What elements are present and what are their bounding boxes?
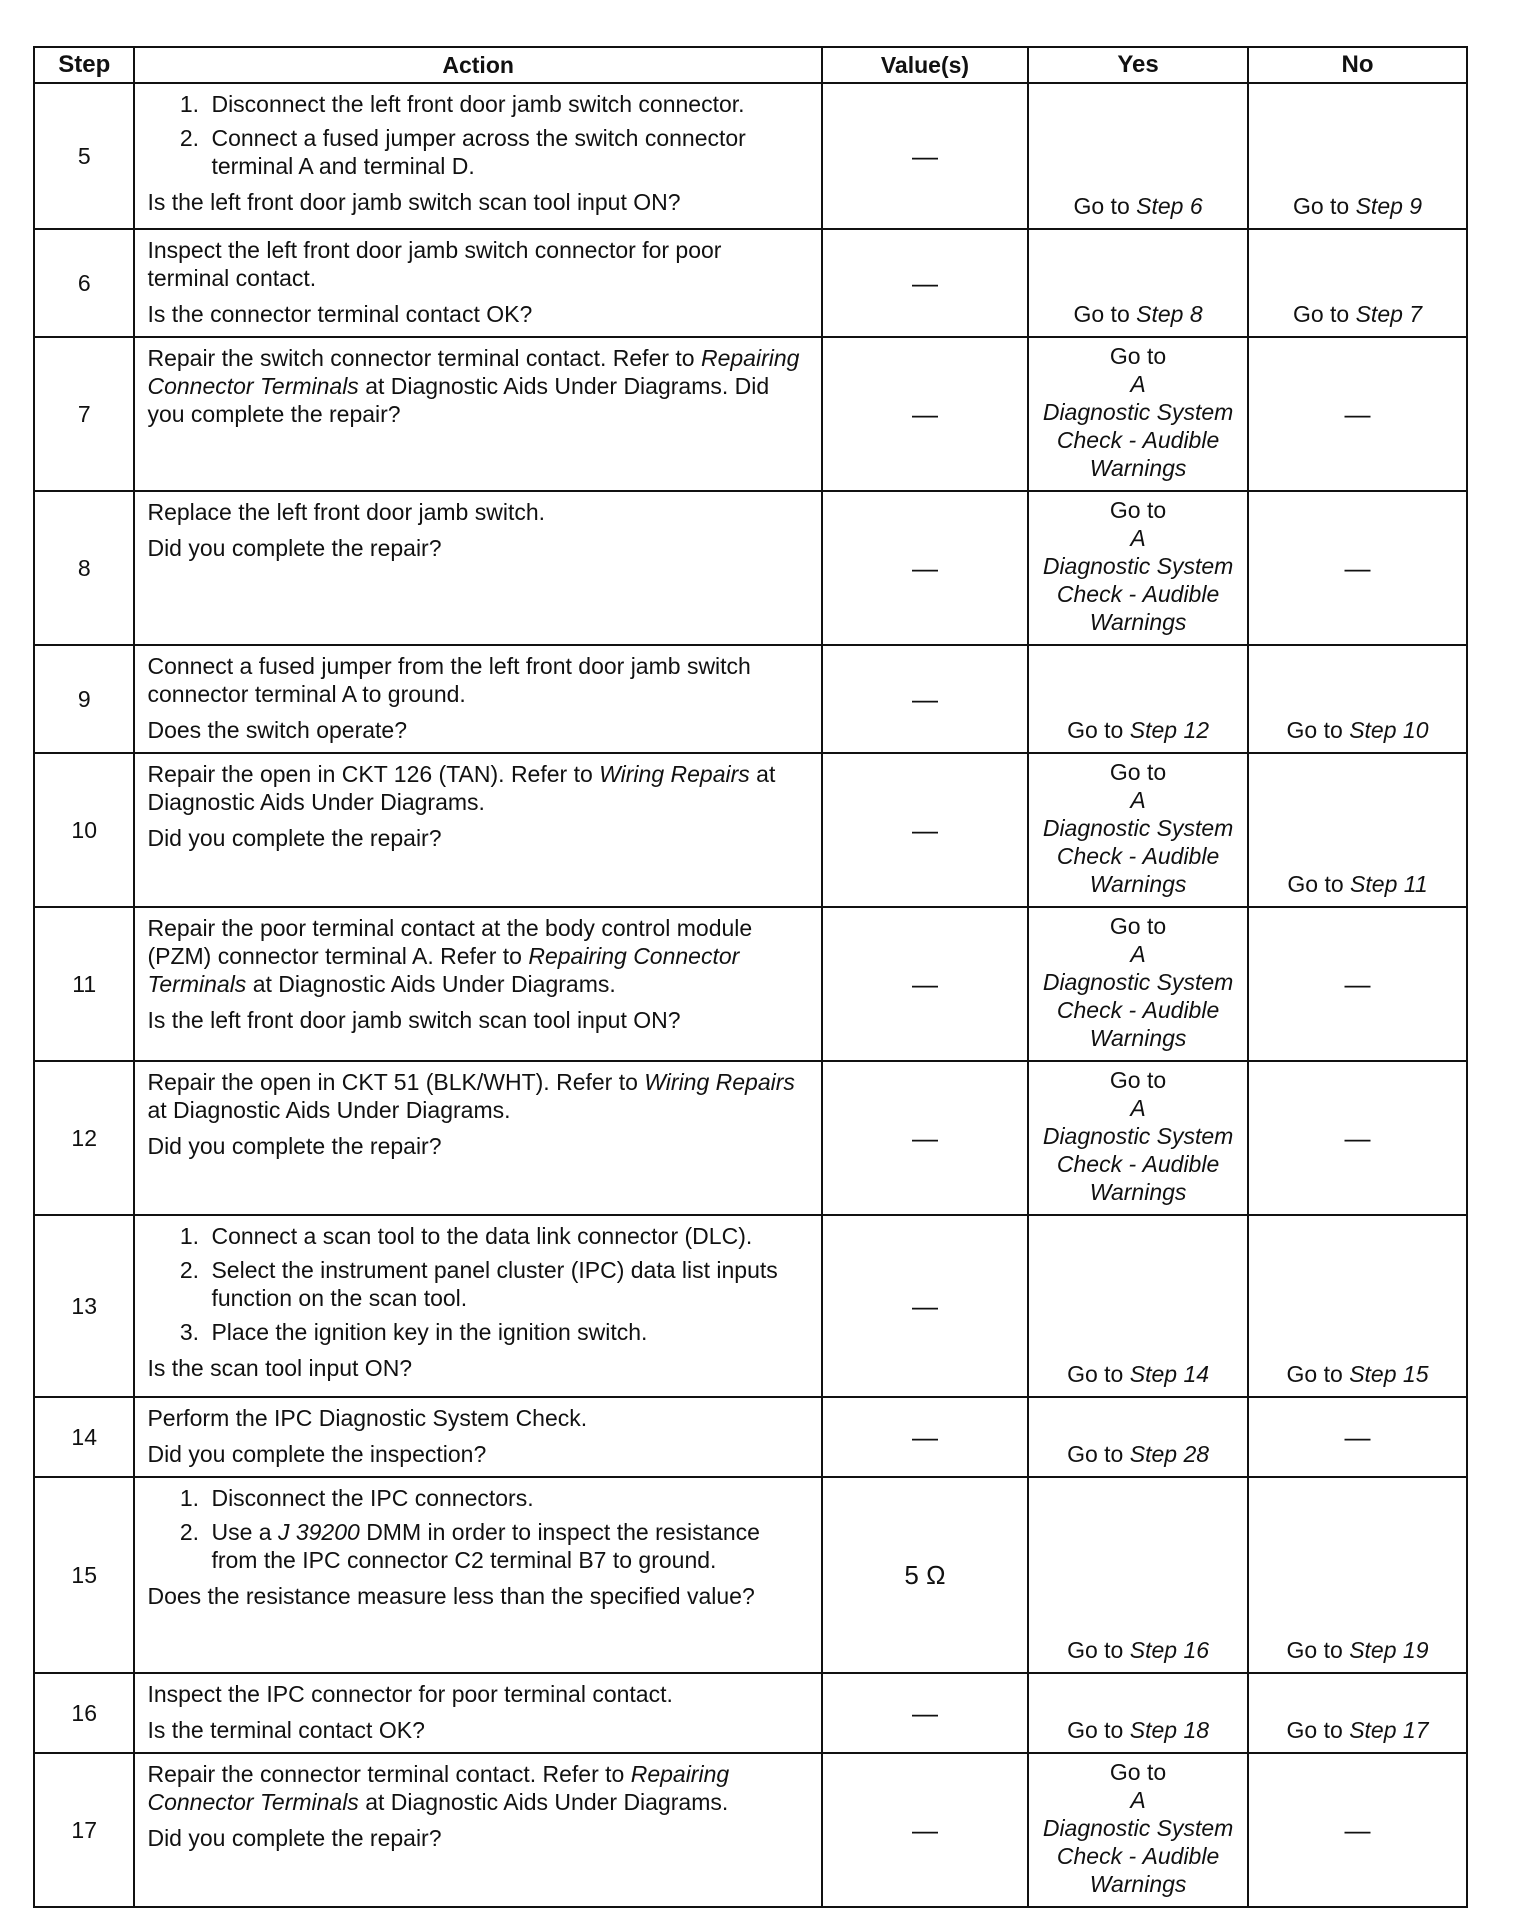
yes-cell [1028,753,1248,907]
step-number: 13 [34,1215,134,1397]
no-cell: — [1248,1061,1467,1215]
value-cell: — [822,491,1028,645]
reference-link[interactable]: Wiring Repairs [644,1069,795,1095]
list-item: 2. Select the instrument panel cluster (IPC) data list inputs function on the scan tool. [205,1256,808,1312]
no-cell: — [1248,337,1467,491]
table-row [34,1477,1467,1673]
action-cell [134,1673,821,1753]
step-number: 9 [34,645,134,753]
table-row [34,337,1467,491]
no-cell: — [1248,1397,1467,1477]
value-cell: — [822,83,1028,229]
no-cell [1248,753,1467,907]
action-cell [134,229,821,337]
no-cell: — [1248,491,1467,645]
step-number: 6 [34,229,134,337]
goto-label: Go to [1109,759,1167,785]
action-text: Inspect the IPC connector for poor terminal contact. [147,1681,673,1707]
goto-step-link[interactable]: Step 6 [1136,193,1203,219]
goto-diagnostic-link[interactable]: Go to A Diagnostic System Check - Audible Warnings [1031,1758,1245,1898]
action-list [147,1222,808,1346]
step-number: 17 [34,1753,134,1907]
list-item: 2. Connect a fused jumper across the switch connector terminal A and terminal D. [205,124,808,180]
action-question: Does the switch operate? [147,717,407,743]
action-cell [134,1753,821,1907]
goto-label: Go to [1073,301,1130,327]
yes-cell [1028,1753,1248,1907]
action-text: Replace the left front door jamb switch. [147,499,546,525]
action-cell [134,1397,821,1477]
action-question: Did you complete the repair? [147,1133,442,1159]
yes-cell [1028,1397,1248,1477]
goto-label: Go to [1067,1441,1124,1467]
header-yes: Yes [1028,47,1248,83]
action-question: Did you complete the repair? [147,535,442,561]
action-cell [134,1215,821,1397]
table-row [34,1673,1467,1753]
value-cell: 5 Ω [822,1477,1028,1673]
yes-cell [1028,337,1248,491]
value-cell: — [822,229,1028,337]
reference-link[interactable]: Repairing Connector Terminals [147,345,800,399]
action-cell [134,491,821,645]
goto-label: Go to [1109,913,1167,939]
no-cell [1248,1673,1467,1753]
no-cell [1248,1215,1467,1397]
no-cell: — [1248,1753,1467,1907]
action-question: Did you complete the repair? [147,373,770,427]
header-row [34,47,1467,83]
table-row [34,229,1467,337]
action-question: Is the scan tool input ON? [147,1355,413,1381]
no-cell [1248,1477,1467,1673]
goto-label: Go to [1292,301,1350,327]
table-row [34,645,1467,753]
action-text: at Diagnostic Aids Under Diagrams. [365,373,729,399]
goto-diagnostic-link[interactable]: Go to A Diagnostic System Check - Audible Warnings [1031,496,1245,636]
action-question: Is the connector terminal contact OK? [147,301,533,327]
step-number: 10 [34,753,134,907]
no-cell [1248,645,1467,753]
goto-label: Go to [1286,1717,1343,1743]
value-cell: — [822,1397,1028,1477]
action-question: Did you complete the repair? [147,825,442,851]
step-number: 8 [34,491,134,645]
table-row [34,1061,1467,1215]
step-number: 7 [34,337,134,491]
goto-label: Go to [1067,1637,1124,1663]
yes-cell [1028,1061,1248,1215]
goto-label: Go to [1109,1759,1167,1785]
table-row [34,491,1467,645]
reference-link[interactable]: Repairing Connector Terminals [147,943,740,997]
list-item: 2. Use a J 39200 DMM in order to inspect the resistance from the IPC connector C2 terminal B7 to ground. [205,1518,808,1574]
action-question: Did you complete the inspection? [147,1441,487,1467]
yes-cell [1028,491,1248,645]
action-cell [134,337,821,491]
goto-label: Go to [1286,717,1343,743]
goto-step-link[interactable]: Step 15 [1349,1361,1429,1387]
action-text: Repair the open in CKT 126 (TAN). Refer to [147,761,593,787]
value-cell: — [822,645,1028,753]
action-list [147,90,808,180]
goto-step-link[interactable]: Step 14 [1129,1361,1210,1387]
goto-step-link[interactable]: Step 11 [1350,871,1428,897]
yes-cell [1028,645,1248,753]
action-text: Repair the poor terminal contact at the body control module (PZM) connector terminal A. Refer to [147,915,753,969]
no-cell [1248,229,1467,337]
value-cell: — [822,753,1028,907]
goto-label: Go to [1286,1637,1343,1663]
action-question: Does the resistance measure less than the specified value? [147,1583,755,1609]
header-no: No [1248,47,1467,83]
action-text: Inspect the left front door jamb switch connector for poor terminal contact. [147,237,722,291]
action-cell [134,907,821,1061]
table-row [34,753,1467,907]
list-item: 1. Connect a scan tool to the data link connector (DLC). [205,1222,808,1250]
action-question: Is the terminal contact OK? [147,1717,425,1743]
action-text: Repair the open in CKT 51 (BLK/WHT). Refer to [147,1069,638,1095]
goto-step-link[interactable]: Step 10 [1349,717,1429,743]
yes-cell [1028,83,1248,229]
table-row [34,907,1467,1061]
action-cell [134,1477,821,1673]
goto-label: Go to [1109,1067,1167,1093]
goto-label: Go to [1292,193,1350,219]
list-item: 1. Disconnect the left front door jamb switch connector. [205,90,808,118]
step-number: 15 [34,1477,134,1673]
step-number: 14 [34,1397,134,1477]
goto-step-link[interactable]: Step 8 [1136,301,1203,327]
yes-cell [1028,1215,1248,1397]
reference-link[interactable]: Repairing Connector Terminals [147,1761,730,1815]
goto-label: Go to [1067,717,1124,743]
action-cell [134,753,821,907]
goto-label: Go to [1287,871,1344,897]
step-number: 16 [34,1673,134,1753]
step-number: 11 [34,907,134,1061]
reference-link[interactable]: Wiring Repairs [599,761,750,787]
goto-step-link[interactable]: Step 28 [1129,1441,1210,1467]
table-row [34,83,1467,229]
table-row [34,1215,1467,1397]
diagnostic-table [33,46,1468,1908]
value-cell: — [822,907,1028,1061]
action-text: Perform the IPC Diagnostic System Check. [147,1405,588,1431]
action-cell [134,645,821,753]
no-cell: — [1248,907,1467,1061]
goto-diagnostic-link[interactable]: Go to A Diagnostic System Check - Audible Warnings [1031,758,1245,898]
value-cell: — [822,1215,1028,1397]
goto-step-link[interactable]: Step 17 [1349,1717,1429,1743]
list-item: 3. Place the ignition key in the ignition switch. [205,1318,808,1346]
action-text: at Diagnostic Aids Under Diagrams. [147,1097,511,1123]
yes-cell [1028,1673,1248,1753]
action-text: Connect a fused jumper from the left front door jamb switch connector terminal A to ground. [147,653,751,707]
header-step: Step [34,47,134,83]
value-cell: — [822,1753,1028,1907]
goto-step-link[interactable]: Step 12 [1129,717,1210,743]
goto-diagnostic-link[interactable]: Go to A Diagnostic System Check - Audible Warnings [1031,342,1245,482]
header-action: Action [134,47,821,83]
action-question: Is the left front door jamb switch scan tool input ON? [147,189,681,215]
goto-diagnostic-link[interactable]: Go to A Diagnostic System Check - Audible Warnings [1031,1066,1245,1206]
goto-diagnostic-link[interactable]: Go to A Diagnostic System Check - Audible Warnings [1031,912,1245,1052]
step-number: 5 [34,83,134,229]
action-text: Repair the connector terminal contact. Refer to [147,1761,625,1787]
value-cell: — [822,1673,1028,1753]
action-text: at Diagnostic Aids Under Diagrams. [365,1789,729,1815]
action-list [147,1484,808,1574]
goto-label: Go to [1067,1717,1124,1743]
goto-label: Go to [1067,1361,1124,1387]
goto-label: Go to [1109,497,1167,523]
action-text: at Diagnostic Aids Under Diagrams. [252,971,616,997]
yes-cell [1028,907,1248,1061]
yes-cell [1028,1477,1248,1673]
goto-label: Go to [1109,343,1167,369]
goto-label: Go to [1286,1361,1343,1387]
action-text: at Diagnostic Aids Under Diagrams. [147,761,776,815]
value-cell: — [822,337,1028,491]
goto-step-link[interactable]: Step 7 [1355,301,1423,327]
goto-step-link[interactable]: Step 18 [1129,1717,1210,1743]
step-number: 12 [34,1061,134,1215]
table-row [34,1753,1467,1907]
goto-label: Go to [1073,193,1130,219]
list-item: 1. Disconnect the IPC connectors. [205,1484,808,1512]
no-cell [1248,83,1467,229]
table-row [34,1397,1467,1477]
goto-step-link[interactable]: Step 16 [1129,1637,1210,1663]
header-values: Value(s) [822,47,1028,83]
action-cell [134,1061,821,1215]
action-question: Did you complete the repair? [147,1825,442,1851]
goto-step-link[interactable]: Step 9 [1355,193,1423,219]
action-text: Repair the switch connector terminal contact. Refer to [147,345,695,371]
goto-step-link[interactable]: Step 19 [1349,1637,1429,1663]
tool-reference: J 39200 [277,1519,360,1545]
action-cell [134,83,821,229]
action-question: Is the left front door jamb switch scan tool input ON? [147,1007,681,1033]
value-cell: — [822,1061,1028,1215]
yes-cell [1028,229,1248,337]
